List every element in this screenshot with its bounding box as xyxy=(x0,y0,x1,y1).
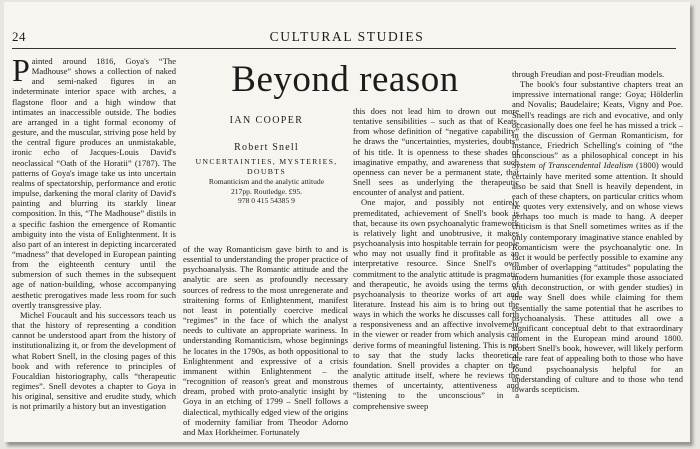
paragraph: Michel Foucault and his successors teach us that the history of representing a condition cannot be understood apart from the history of institutionalizing it, or from the development of what Robert Snell, in the closing pages of this book and with reference to principles of Foucaldian historiography, calls “therapeutic regimes”. Snell devotes a chapter to Goya in his original, sensitive and erudite study, which is not primarily a history but an investigation xyxy=(12,309,176,412)
book-title-line-2: DOUBTS xyxy=(247,167,286,176)
italic-title: System of Transcendental Idealism xyxy=(512,160,634,171)
column-1 xyxy=(12,52,176,412)
paragraph: this does not lead him to drown out more tentative sensibilities – such as that of Keats, from whose definition of “negative capability” he draws the “uncertainties, mysteries, doubts” of his title. It is openness to these shades of imaginative empathy, and awareness that such openness can never be a permanent state, that Snell sees as underlying the therapeutic encounter of analyst and patient. xyxy=(353,106,519,198)
book-subtitle: Romanticism and the analytic attitude xyxy=(208,177,325,186)
book-publication: 217pp. Routledge. £95. xyxy=(230,186,303,196)
book-isbn: 978 0 415 54385 9 xyxy=(238,196,295,206)
book-author: Robert Snell xyxy=(234,142,299,153)
paragraph: of the way Romanticism gave birth to and is essential to understanding the proper practice of psychoanalysis. The Romantic attitude and the analytic are seen as profoundly necessary sources of redress to the most unregenerate and straitening forms of Enlightenment, manifest not least in potentially coercive medical “regimes” in the face of which the analyst needs to cultivate an appropriate wariness. In understanding Romanticism, whose beginnings he locates in the 1790s, as both oppositional to Enlightenment and expressive of a crisis immanent within Enlightenment – the “recognition of reason's great and monstrous dream, probed with proto-analytic insight by Goya in an etching of 1799 – Snell follows a dialectical, mythically edged view of the origins of modernity familiar from Theodor Adorno and Max Horkheimer. Fortunately xyxy=(183,244,348,437)
byline: IAN COOPER xyxy=(229,115,304,126)
article-headline: Beyond reason xyxy=(231,59,459,100)
drop-cap: P xyxy=(12,52,30,88)
book-title-line-1: UNCERTAINTIES, MYSTERIES, xyxy=(195,157,338,166)
paragraph: The book's four substantive chapters treat an impressive international range: Goya; Hölderlin and Novalis; Baudelaire; Keats, Vigny and Poe. Snell's readings are rich and evocative, and only occasionally does one feel he has missed a trick – in the discussion of German Romanticism, for instance, Friedrich Schelling's coining of “the unconscious” as a philosophical concept in his System of Transcendental Idealism (1800) would certainly have merited some attention. It should also be said that Snell is heavily dependent, in each of these chapters, on particular critics whom he quotes very extensively, and on whose views perhaps too much is made to hang. A deeper criticism is that Snell sometimes writes as if the only contemporary imaginative stance enabled by Romanticism were the psychoanalytic one. In fact it would be perfectly possible to examine any number of overlapping “attitudes” populating the modern humanities (for example those associated with deconstruction, or with gender studies) in the way Snell does while claiming for them essentially the same potential that he ascribes to psychoanalysis. These attitudes all owe a significant conceptual debt to that extraordinary moment in the European mind around 1800. Robert Snell's book, however, will likely perform the rare feat of appealing both to those who have found psychoanalysis helpful for an understanding of culture and to those who tend towards scepticism. xyxy=(512,79,683,394)
column-2 xyxy=(183,244,348,437)
section-title: CULTURAL STUDIES xyxy=(269,29,425,44)
page-header xyxy=(4,2,690,46)
paragraph: through Freudian and post-Freudian models. xyxy=(512,69,665,79)
paragraph: One major, and possibly not entirely premeditated, achievement of Snell's book is that, because its own psychoanalytic framework is relatively light and unobtrusive, it makes psychoanalysis into hospitable terrain for people who may not usually find it profitable as an interpretative resource. Since Snell's own commitment to the analytic attitude is pragmatic and therapeutic, he avoids using the terms of psychoanalysis to theorize works of art and literature. Instead his aim is to bring out the ways in which the works he discusses call forth a responsiveness and an affective involvement in the viewer or reader from which analysis can derive forms of meaningful listening. This is not to say that the study lacks theoretical foundation. Snell provides a chapter on the analytic attitude itself, where he reviews the themes of uncertainty, attentiveness and “listening to the unconscious” in a comprehensive sweep xyxy=(353,197,519,411)
paragraph: Painted around 1816, Goya's “The Madhouse” shows a collection of naked and semi-naked figures in an indeterminate interior space with arches, a flagstone floor and a high window that intimates an inaccessible outside. The bodies are arranged in a tight formal economy of gesture, and the muscular, striving pose held by the central figure produces an unmistakable, ironic echo of Jacques-Louis David's neoclassical “Oath of the Horatii” (1787). The patterns of Goya's image take us into uncertain realms of spectatorship, performance and erotic impulse, darkening the moral clarity of David's painting and blurring its starkly linear composition. In this, “The Madhouse” distils in a specific fashion the emergence of Romantic ambiguity into the vista of Enlightenment. It is also part of an interest in depicting incarcerated “madness” that developed in European painting from the eighteenth century until the submersion of such themes in the subsequent age of nation-building, whose accompanying aesthetic prerogatives made less room for such overtly transgressive play. xyxy=(12,52,176,310)
magazine-page xyxy=(4,2,690,442)
column-3 xyxy=(353,106,519,411)
book-details xyxy=(189,142,344,206)
page-number: 24 xyxy=(12,29,26,44)
header-rule xyxy=(12,48,676,49)
column-4 xyxy=(512,69,683,394)
